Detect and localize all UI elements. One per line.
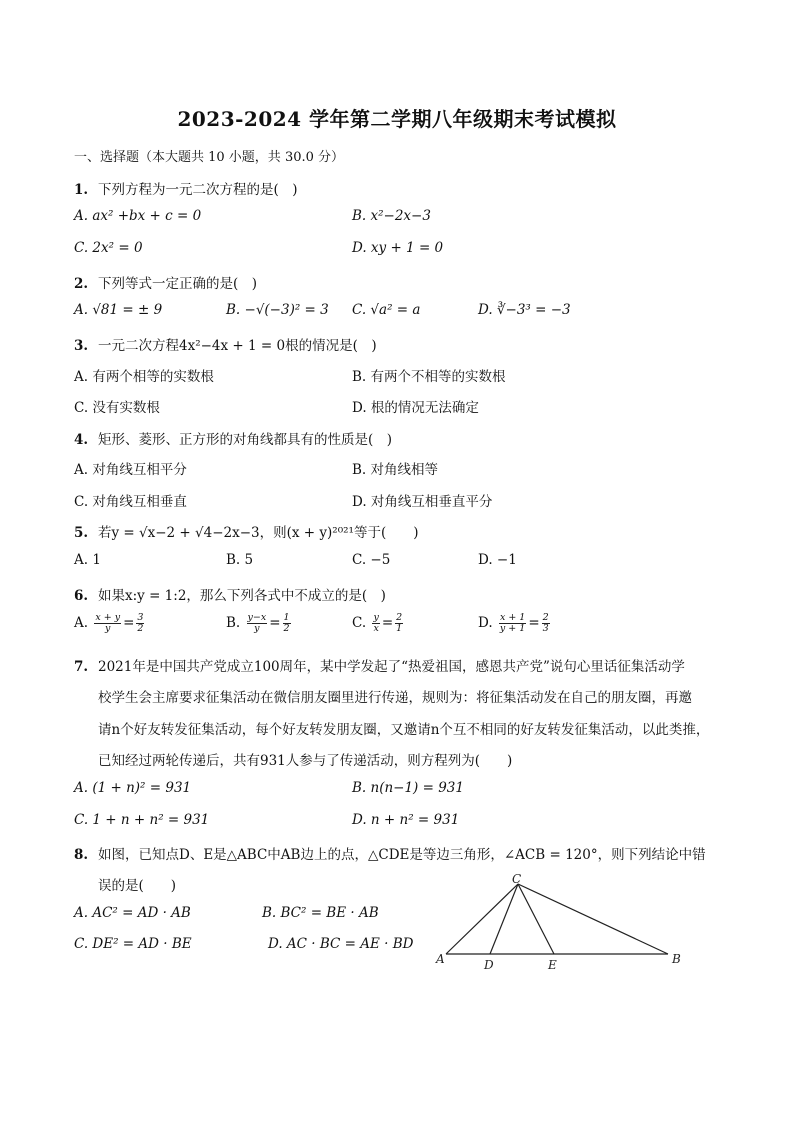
q2-option-c: C. √a² = a	[352, 302, 421, 318]
option-label: A.	[74, 615, 89, 631]
q3-option-b: B. 有两个不相等的实数根	[352, 369, 506, 385]
segment-cb	[518, 884, 668, 954]
question-7-line-3: 请n个好友转发征集活动，每个好友转发朋友圈，又邀请n个互不相同的好友转发征集活动，以此类推，	[98, 722, 710, 738]
fraction: $\frac{1}{2}$	[283, 612, 290, 634]
q7-option-a: A. (1 + n)² = 931	[74, 780, 192, 796]
question-number: 1.	[74, 182, 89, 198]
q6-option-c: C. $\frac{y}{x}$ = $\frac{2}{1}$	[352, 612, 403, 634]
question-2	[74, 272, 257, 292]
q4-option-d: D. 对角线互相垂直平分	[352, 494, 493, 510]
fraction: $\frac{y}{x}$	[373, 612, 379, 634]
question-text-line-1: 如图，已知点D、E是△ABC中AB边上的点，△CDE是等边三角形，∠ACB = 120°，则下列结论中错	[98, 847, 706, 863]
question-7	[74, 655, 685, 675]
segment-ac	[446, 884, 518, 954]
q7-option-d: D. n + n² = 931	[352, 812, 460, 828]
q7-option-c: C. 1 + n + n² = 931	[74, 812, 210, 828]
option-label: C.	[352, 615, 367, 631]
option-label: B.	[226, 615, 241, 631]
q6-option-b: B. $\frac{y-x}{y}$ = $\frac{1}{2}$	[226, 612, 290, 634]
option-label: D.	[478, 615, 493, 631]
question-number: 5.	[74, 525, 89, 541]
question-number: 6.	[74, 588, 89, 604]
page-title: 2023-2024 学年第二学期八年级期末考试模拟	[177, 107, 617, 131]
q3-option-c: C. 没有实数根	[74, 400, 160, 416]
label-a: A	[436, 952, 445, 966]
q1-option-c: C. 2x² = 0	[74, 240, 143, 256]
q1-option-b: B. x²−2x−3	[352, 208, 431, 224]
question-1	[74, 178, 298, 198]
question-text-line-1: 2021年是中国共产党成立100周年，某中学发起了“热爱祖国，感恩共产党”说句心里话征集活动学	[98, 659, 685, 675]
q8-option-a: A. AC² = AD · AB	[74, 905, 191, 921]
question-8	[74, 843, 706, 863]
label-e: E	[548, 958, 557, 972]
q2-option-d: D. ∛−3³ = −3	[478, 302, 571, 318]
triangle-figure	[432, 872, 682, 972]
question-number: 7.	[74, 659, 89, 675]
q2-option-a: A. √81 = ± 9	[74, 302, 163, 318]
question-text: 如果x:y = 1:2，那么下列各式中不成立的是( )	[98, 588, 386, 604]
question-text: 若y = √x−2 + √4−2x−3，则(x + y)²⁰²¹等于( )	[98, 525, 419, 541]
q6-option-d: D. $\frac{x + 1}{y + 1}$ = $\frac{2}{3}$	[478, 612, 549, 634]
question-text: 下列方程为一元二次方程的是( )	[98, 182, 298, 198]
segment-cd	[490, 884, 518, 954]
fraction: $\frac{x + 1}{y + 1}$	[499, 612, 526, 634]
segment-ce	[518, 884, 554, 954]
fraction: $\frac{x + y}{y}$	[95, 612, 121, 634]
question-7-line-4: 已知经过两轮传递后，共有931人参与了传递活动，则方程列为( )	[98, 753, 513, 769]
q3-option-a: A. 有两个相等的实数根	[74, 369, 214, 385]
question-6	[74, 584, 386, 604]
question-text: 下列等式一定正确的是( )	[98, 276, 258, 292]
fraction: $\frac{2}{1}$	[396, 612, 403, 634]
fraction: $\frac{y-x}{y}$	[247, 612, 267, 634]
q8-option-c: C. DE² = AD · BE	[74, 936, 192, 952]
fraction: $\frac{2}{3}$	[542, 612, 549, 634]
q3-option-d: D. 根的情况无法确定	[352, 400, 479, 416]
question-text: 矩形、菱形、正方形的对角线都具有的性质是( )	[98, 432, 393, 448]
q8-option-b: B. BC² = BE · AB	[262, 905, 379, 921]
label-b: B	[672, 952, 681, 966]
question-text: 一元二次方程4x²−4x + 1 = 0根的情况是( )	[98, 338, 377, 354]
q5-option-a: A. 1	[74, 552, 101, 568]
q5-option-b: B. 5	[226, 552, 254, 568]
q1-option-d: D. xy + 1 = 0	[352, 240, 444, 256]
q5-option-c: C. −5	[352, 552, 391, 568]
question-4	[74, 428, 392, 448]
question-number: 4.	[74, 432, 89, 448]
question-7-line-2: 校学生会主席要求征集活动在微信朋友圈里进行传递，规则为：将征集活动发在自己的朋友圈，再邀	[98, 690, 692, 706]
q4-option-b: B. 对角线相等	[352, 462, 439, 478]
q4-option-a: A. 对角线互相平分	[74, 462, 187, 478]
label-d: D	[484, 958, 494, 972]
q7-option-b: B. n(n−1) = 931	[352, 780, 464, 796]
q2-option-b: B. −√(−3)² = 3	[226, 302, 329, 318]
question-number: 2.	[74, 276, 89, 292]
question-3	[74, 334, 377, 354]
question-5	[74, 521, 419, 541]
question-8-line-2: 误的是( )	[98, 878, 177, 894]
q6-option-a: A. $\frac{x + y}{y}$ = $\frac{3}{2}$	[74, 612, 144, 634]
section-heading: 一、选择题（本大题共 10 小题，共 30.0 分）	[74, 150, 345, 165]
q1-option-a: A. ax² +bx + c = 0	[74, 208, 202, 224]
q5-option-d: D. −1	[478, 552, 517, 568]
q8-option-d: D. AC · BC = AE · BD	[268, 936, 414, 952]
fraction: $\frac{3}{2}$	[137, 612, 144, 634]
question-number: 3.	[74, 338, 89, 354]
q4-option-c: C. 对角线互相垂直	[74, 494, 187, 510]
question-number: 8.	[74, 847, 89, 863]
label-c: C	[512, 872, 522, 886]
